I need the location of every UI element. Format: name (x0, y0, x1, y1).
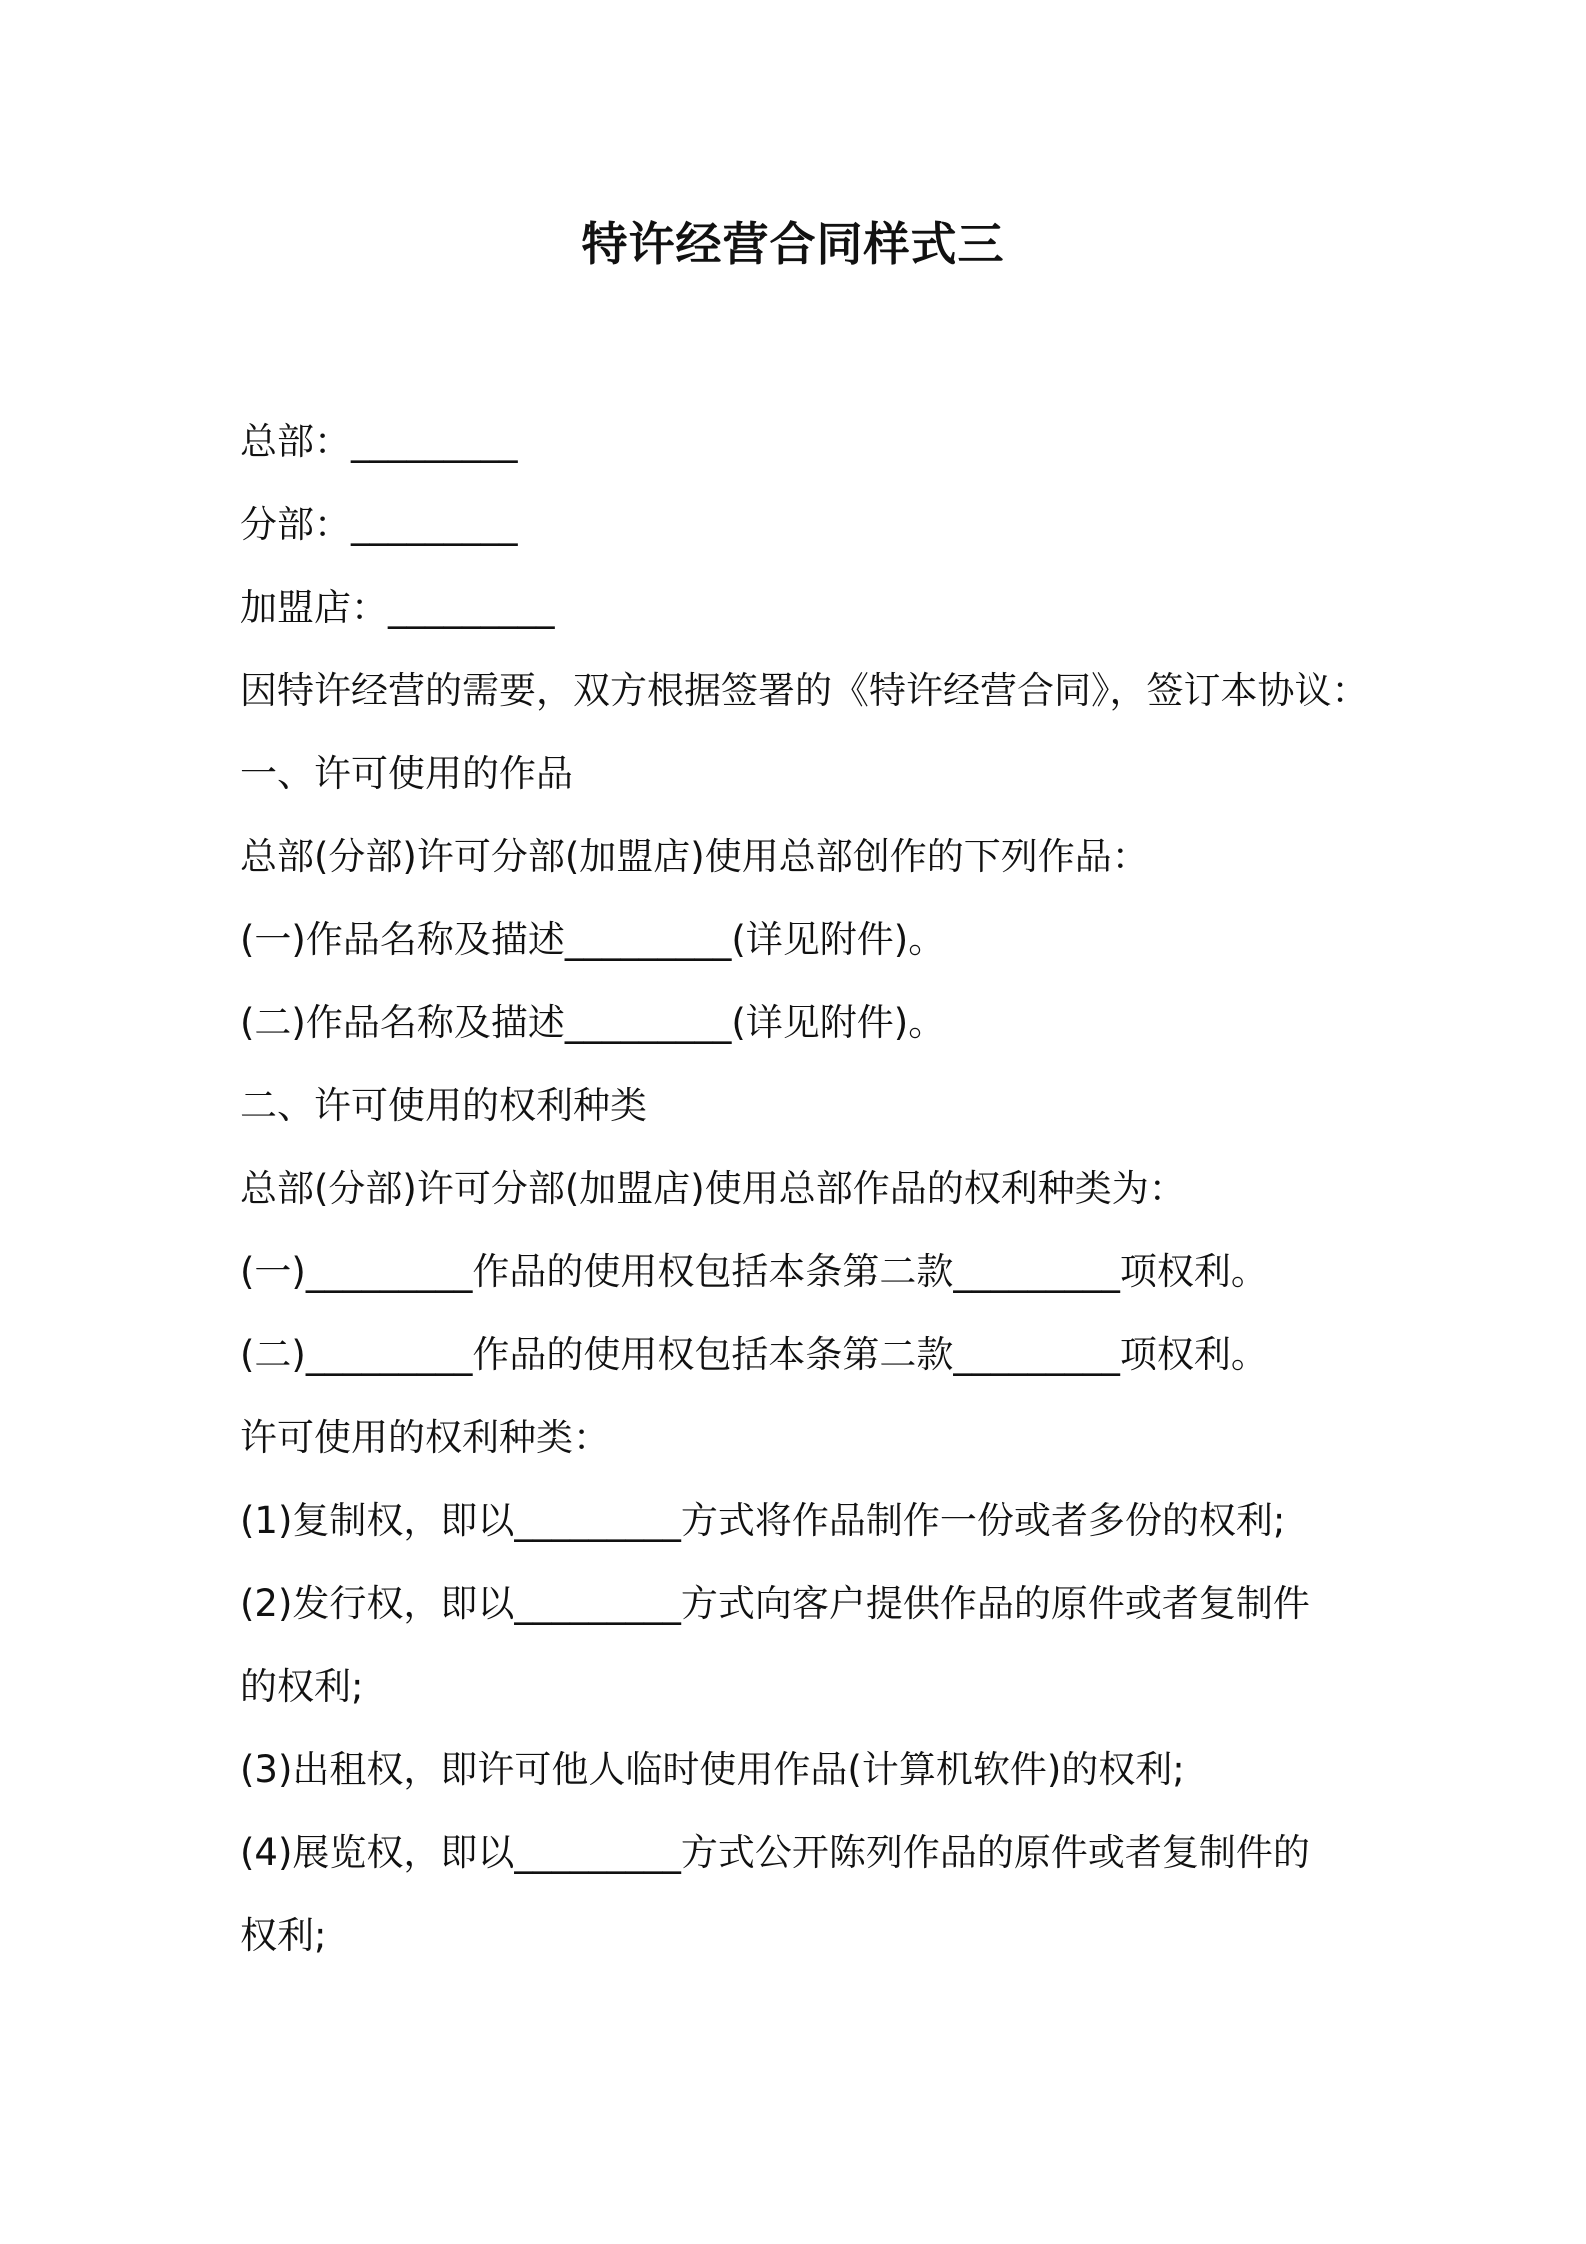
body-line: (二)_________作品的使用权包括本条第二款_________项权利。 (240, 1333, 1268, 1376)
body-line: 因特许经营的需要，双方根据签署的《特许经营合同》，签订本协议： (240, 669, 1369, 712)
body-line: 权利; (240, 1914, 327, 1957)
section-heading: 二、许可使用的权利种类 (240, 1084, 647, 1127)
body-line: 总部：_________ (240, 420, 518, 463)
body-line: 总部(分部)许可分部(加盟店)使用总部创作的下列作品： (240, 835, 1149, 878)
body-line: (4)展览权，即以_________方式公开陈列作品的原件或者复制件的 (240, 1831, 1310, 1874)
body-line: 分部：_________ (240, 503, 518, 546)
body-line: 许可使用的权利种类： (240, 1416, 610, 1459)
body-line: (1)复制权，即以_________方式将作品制作一份或者多份的权利; (240, 1499, 1286, 1542)
section-heading: 一、许可使用的作品 (240, 752, 573, 795)
document-title: 特许经营合同样式三 (581, 217, 1005, 271)
document-body (240, 400, 1369, 1977)
body-line: 加盟店：_________ (240, 586, 555, 629)
body-line: 的权利; (240, 1665, 364, 1708)
body-line: (3)出租权，即许可他人临时使用作品(计算机软件)的权利; (240, 1748, 1185, 1791)
body-line: (一)_________作品的使用权包括本条第二款_________项权利。 (240, 1250, 1268, 1293)
body-line: (二)作品名称及描述_________(详见附件)。 (240, 1001, 946, 1044)
body-line: (一)作品名称及描述_________(详见附件)。 (240, 918, 946, 961)
body-line: (2)发行权，即以_________方式向客户提供作品的原件或者复制件 (240, 1582, 1310, 1625)
body-line: 总部(分部)许可分部(加盟店)使用总部作品的权利种类为： (240, 1167, 1186, 1210)
